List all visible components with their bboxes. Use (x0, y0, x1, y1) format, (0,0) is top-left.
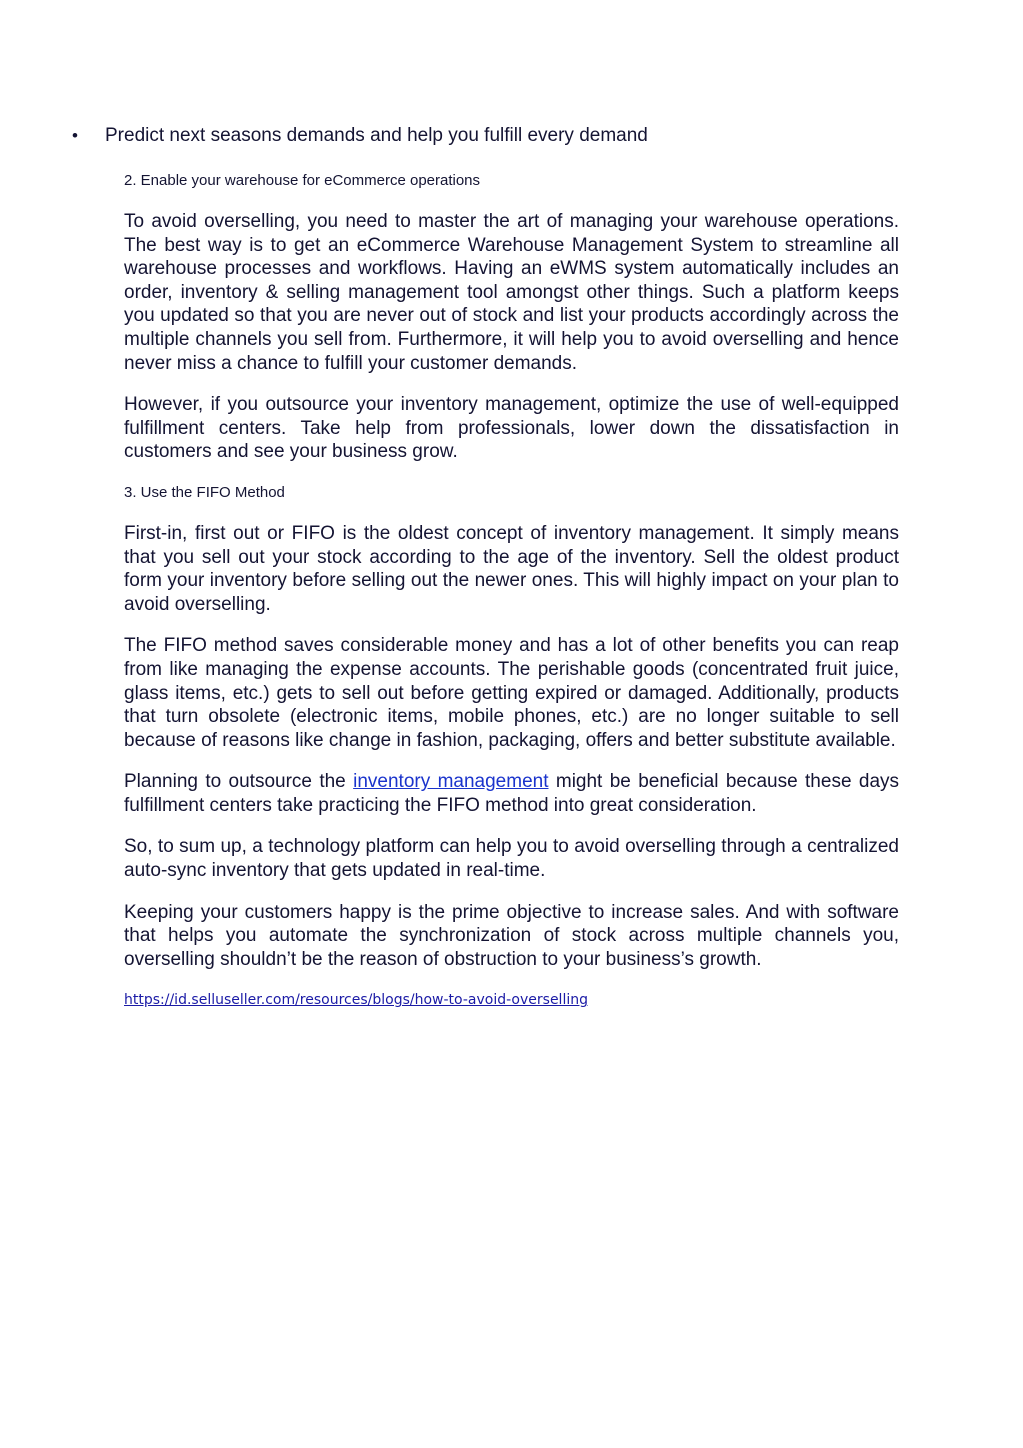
paragraph-summary: So, to sum up, a technology platform can help you to avoid overselling through a centralized auto-sync inventory that gets updated in real-time. (124, 836, 899, 882)
document-body (124, 170, 899, 1011)
paragraph-outsource-inventory: However, if you outsource your inventory management, optimize the use of well-equipped fulfillment centers. Take help from professionals, lower down the dissatisfaction in customers and see your business grow. (124, 394, 899, 463)
bullet-text: Predict next seasons demands and help you fulfill every demand (105, 125, 648, 146)
paragraph-text-after-link: might be beneficial because these days fulfillment centers take practicing the FIFO method into great consideration. (124, 771, 900, 816)
paragraph-warehouse-ewms: To avoid overselling, you need to master the art of managing your warehouse operations. The best way is to get an eCommerce Warehouse Management System to streamline all warehouse processes and workflows. Having an eWMS system automatically includes an order, inventory & selling management tool amongst other things. Such a platform keeps you updated so that you are never out of stock and list your products accordingly across the multiple channels you sell from. Furthermore, it will help you to avoid overselling and hence never miss a chance to fulfill your customer demands. (124, 211, 899, 374)
paragraph-fifo-definition: First-in, first out or FIFO is the oldest concept of inventory management. It simply means that you sell out your stock according to the age of the inventory. Sell the oldest product form your inventory before selling out the newer ones. This will highly impact on your plan to avoid overselling. (124, 522, 899, 615)
section-heading-warehouse: 2. Enable your warehouse for eCommerce operations (124, 172, 481, 189)
section-heading-fifo: 3. Use the FIFO Method (124, 483, 285, 501)
source-url-link[interactable]: https://id.selluseller.com/resources/blogs/how-to-avoid-overselling (124, 992, 588, 1009)
paragraph-text-before-link: Planning to outsource the (124, 771, 354, 793)
paragraph-fifo-outsourcing (124, 770, 899, 817)
paragraph-conclusion: Keeping your customers happy is the prime objective to increase sales. And with software that helps you automate the synchronization of stock across multiple channels you, overselling shouldn’t be the reason of obstruction to your business’s growth. (124, 901, 899, 970)
inventory-management-link[interactable]: inventory management (353, 771, 549, 793)
bullet-symbol: • (72, 126, 78, 145)
paragraph-fifo-benefits: The FIFO method saves considerable money and has a lot of other benefits you can reap from like managing the expense accounts. The perishable goods (concentrated fruit juice, glass items, etc.) gets to sell out before getting expired or damaged. Additionally, products that turn obsolete (electronic items, mobile phones, etc.) are no longer suitable to sell because of reasons like change in fashion, packaging, offers and better substitute available. (124, 635, 899, 751)
